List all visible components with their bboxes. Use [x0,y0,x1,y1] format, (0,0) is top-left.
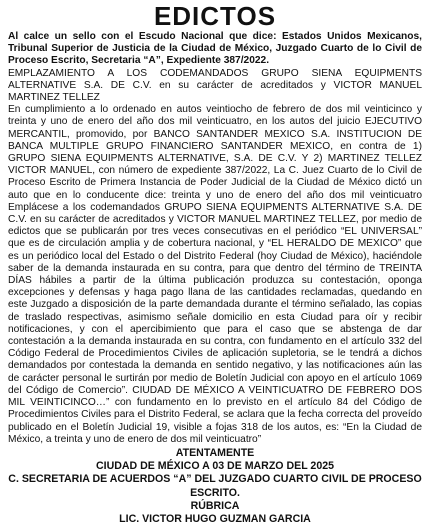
closing-office: C. SECRETARIA DE ACUERDOS “A” DEL JUZGADO CUARTO CIVIL DE PROCESO ESCRITO. [8,473,422,499]
edict-body [8,31,422,446]
closing-date: CIUDAD DE MÉXICO A 03 DE MARZO DEL 2025 [95,460,334,473]
edict-closing [8,447,422,526]
page-title: EDICTOS [153,1,277,31]
closing-signatory: LIC. VICTOR HUGO GUZMAN GARCIA [119,512,311,525]
edict-recipient-paragraph: EMPLAZAMIENTO A LOS CODEMANDADOS GRUPO SIENA EQUIPMENTS ALTERNATIVE S.A. DE C.V. en su carácter de acreditados y VICTOR MANUEL MARTINEZ TELLEZ [8,67,422,104]
closing-attentive: ATENTAMENTE [175,446,255,459]
edict-lead-paragraph: Al calce un sello con el Escudo Nacional que dice: Estados Unidos Mexicanos, Tribunal Superior de Justicia de la Ciudad de México, Juzgado Cuarto de lo Civil de Proceso Escrito, Secretaria “A”, Expediente 387/2022. [8,31,422,67]
edict-main-paragraph: En cumplimiento a lo ordenado en autos veintiocho de febrero de dos mil veinticinco y treinta y uno de enero del año dos mil veinticuatro, en los autos del juicio EJECUTIVO MERCANTIL, promovido, por BANCO SANTANDER MEXICO S.A. INSTITUCION DE BANCA MULTIPLE GRUPO FINANCIERO SANTANDER MEXICO, en contra de 1) GRUPO SIENA EQUIPMENTS ALTERNATIVE, S.A. DE C.V. Y 2) MARTINEZ TELLEZ VICTOR MANUEL, con número de expediente 387/2022, La C. Juez Cuarto de lo Civil de Proceso Escrito de Primera Instancia de Poder Judicial de la Ciudad de México dictó un auto que en lo conducente dice: treinta y uno de enero del año dos mil veinticuatro Emplácese a los codemandados GRUPO SIENA EQUIPMENTS ALTERNATIVE S.A. DE C.V. en su carácter de acreditados y VICTOR MANUEL MARTINEZ TELLEZ, por medio de edictos que se publicarán por tres veces consecutivas en el periódico “EL UNIVERSAL” que es de circulación amplia y de cobertura nacional, y “EL HERALDO DE MEXICO” que es un periódico local del Estado o del Distrito Federal (hoy Ciudad de México), haciéndole saber de la demanda instaurada en su contra, para que dentro del término de TREINTA DÍAS hábiles a partir de la última publicación produzca su contestación, oponga excepciones y defensas y haga pago llana de las cantidades reclamadas, quedando en este Juzgado a disposición de la parte demandada durante el término señalado, las copias de traslado respectivas, asimismo señale domicilio en esta Ciudad para oír y recibir notificaciones, y con el apercibimiento que para el caso que se abstenga de dar contestación a la demanda instaurada en su contra, con fundamento en el artículo 332 del Código Federal de Procedimientos Civiles de aplicación supletoria, se le tendrá a dichos demandados por contestada la demanda en sentido negativo, y las notificaciones aún las de carácter personal le surtirán por medio de Boletín Judicial con apoyo en el artículo 1069 del Código de Comercio”. CIUDAD DE MÉXICO A VEINTICUATRO DE FEBRERO DOS MIL VEINTICINCO…” con fundamento en lo previsto en el artículo 84 del Código de Procedimientos Civiles para el Distrito Federal, se aclara que la fecha correcta del proveído publicado en el Boletín Judicial 19, visible a fojas 318 de los autos, es: “En la Ciudad de México, a treinta y uno de enero de dos mil veinticuatro” [8,104,422,445]
closing-signature-note: RÚBRICA [190,499,240,512]
